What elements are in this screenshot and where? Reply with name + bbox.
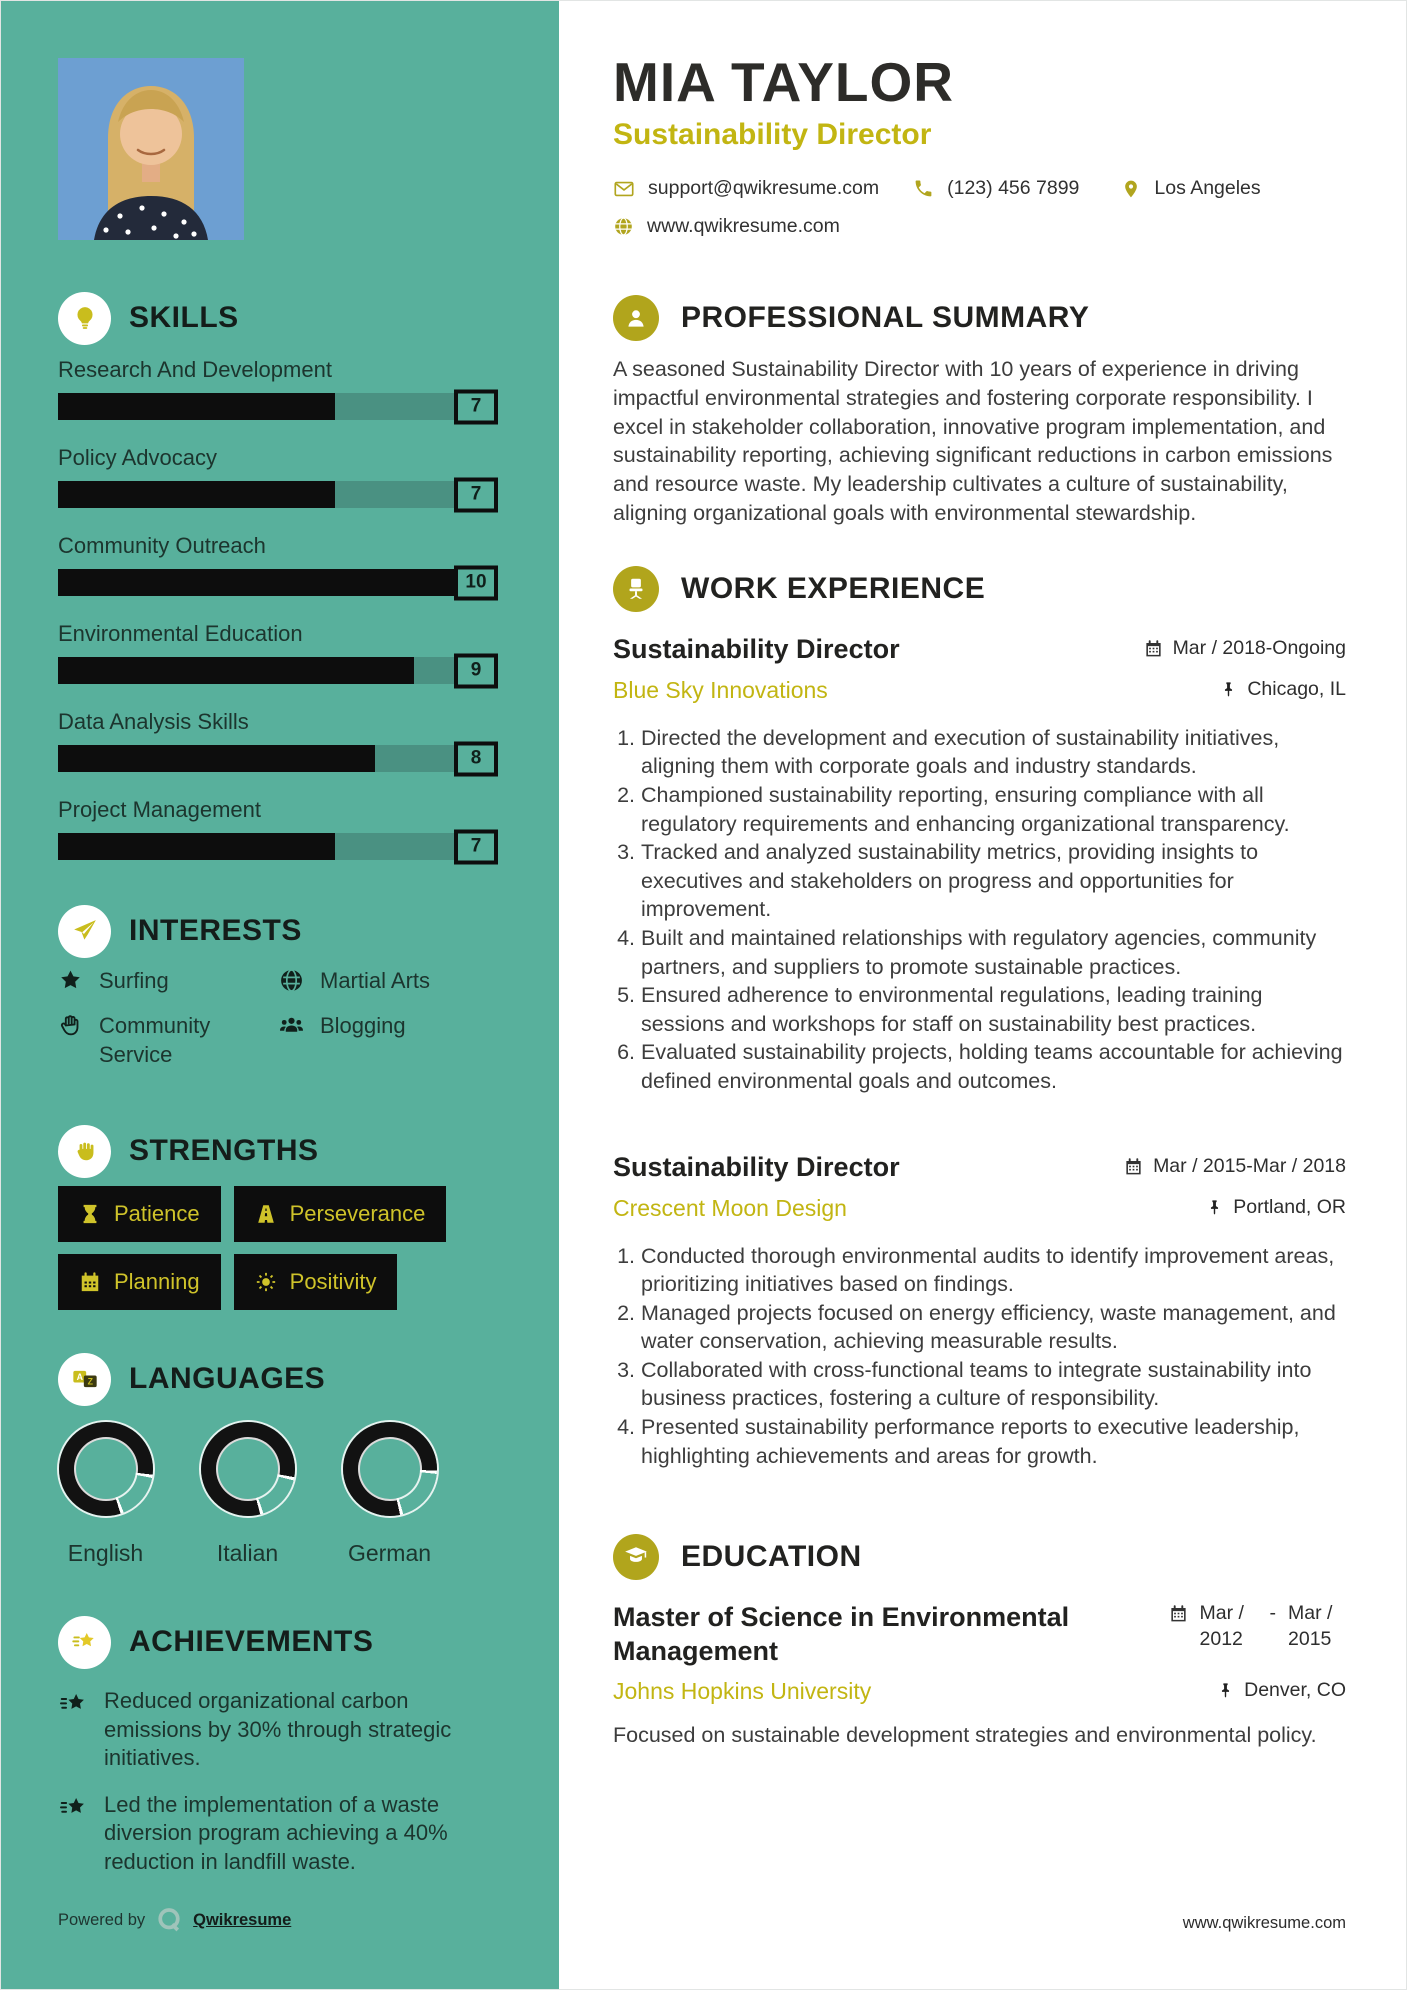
globe-icon bbox=[279, 968, 304, 995]
skill-row bbox=[58, 357, 502, 420]
candidate-title: Sustainability Director bbox=[613, 118, 932, 151]
svg-text:Z: Z bbox=[87, 1376, 93, 1387]
job-dates-text: Mar / 2018-Ongoing bbox=[1172, 636, 1346, 659]
language-label: English bbox=[67, 1540, 144, 1566]
degree-name: Master of Science in Environmental Management bbox=[613, 1602, 1070, 1667]
interest-item bbox=[279, 966, 501, 995]
achievement-text: Led the implementation of a waste diversion program achieving a 40% reduction in landfill waste. bbox=[104, 1791, 448, 1874]
person-icon bbox=[613, 295, 659, 341]
translate-icon bbox=[58, 1353, 111, 1406]
strength-badge bbox=[234, 1186, 447, 1242]
job-bullet-list bbox=[613, 1242, 1346, 1471]
shooting-star-icon bbox=[58, 1616, 111, 1669]
language-label: German bbox=[347, 1540, 432, 1566]
footer-website[interactable]: www.qwikresume.com bbox=[1182, 1914, 1346, 1932]
calendar-icon bbox=[1144, 639, 1163, 658]
email-text: support@qwikresume.com bbox=[648, 177, 880, 199]
calendar-icon bbox=[1169, 1604, 1188, 1668]
pushpin-icon bbox=[1217, 1682, 1234, 1699]
contact-block bbox=[613, 177, 1346, 238]
shooting-star-icon bbox=[58, 1689, 88, 1773]
job-company: Crescent Moon Design bbox=[613, 1194, 847, 1221]
language-label: Italian bbox=[216, 1540, 279, 1566]
calendar-icon bbox=[1124, 1157, 1143, 1176]
job-bullet: 4. Built and maintained relationships with regulatory agencies, community partners, and suppliers to promote sustainable practices. bbox=[641, 924, 1346, 981]
hand-icon bbox=[58, 1013, 83, 1069]
strength-label: Patience bbox=[114, 1201, 200, 1226]
experience-section bbox=[613, 566, 1346, 1470]
skill-row bbox=[58, 445, 502, 508]
calendar-icon bbox=[79, 1271, 101, 1293]
interests-section bbox=[58, 904, 502, 1069]
job-dates bbox=[1144, 637, 1346, 660]
education-location bbox=[1217, 1679, 1346, 1702]
svg-text:A: A bbox=[76, 1371, 83, 1382]
school-name: Johns Hopkins University bbox=[613, 1678, 872, 1705]
fist-icon bbox=[58, 1125, 111, 1178]
strength-badge bbox=[234, 1254, 398, 1310]
language-donut bbox=[201, 1422, 295, 1516]
summary-text: A seasoned Sustainability Director with 10 years of experience in driving impactful environmental strategies and fostering corporate responsibility. I excel in stakeholder collaboration, innovative program implementation, and sustainability reporting, achieving significant reductions in carbon emissions and resource waste. My leadership cultivates a culture of sustainability, aligning organizational goals with environmental stewardship. bbox=[613, 357, 1333, 525]
skill-level-badge: 7 bbox=[454, 477, 498, 512]
job-location-text: Portland, OR bbox=[1233, 1195, 1346, 1218]
qwikresume-link[interactable]: Qwikresume bbox=[193, 1910, 292, 1929]
language-item bbox=[58, 1422, 153, 1567]
strengths-section bbox=[58, 1124, 502, 1310]
strength-label: Positivity bbox=[289, 1269, 377, 1294]
powered-by-label: Powered by bbox=[58, 1910, 146, 1929]
strengths-title: STRENGTHS bbox=[129, 1134, 319, 1167]
education-section bbox=[613, 1534, 1346, 1750]
achievement-item bbox=[58, 1791, 502, 1877]
education-title: EDUCATION bbox=[681, 1540, 862, 1574]
skill-row bbox=[58, 709, 502, 772]
skill-row bbox=[58, 797, 502, 860]
phone-icon bbox=[913, 178, 934, 199]
skill-level-badge: 8 bbox=[454, 741, 498, 776]
education-date-separator: - bbox=[1269, 1602, 1276, 1625]
education-date-start: Mar / 2012 bbox=[1199, 1602, 1244, 1651]
job-entry bbox=[613, 1152, 1346, 1471]
job-bullet: 1. Directed the development and execution of sustainability initiatives, aligning them with corporate goals and industry standards. bbox=[641, 724, 1346, 781]
languages-section bbox=[58, 1352, 502, 1567]
skills-section bbox=[58, 291, 502, 860]
skill-bar bbox=[58, 657, 482, 684]
job-company: Blue Sky Innovations bbox=[613, 676, 828, 703]
education-date-end: Mar / 2015 bbox=[1288, 1602, 1333, 1651]
shooting-star-icon bbox=[58, 1793, 88, 1877]
map-pin-icon bbox=[1121, 179, 1141, 199]
skill-row bbox=[58, 621, 502, 684]
education-location-text: Denver, CO bbox=[1244, 1679, 1346, 1702]
job-bullet-list bbox=[613, 724, 1346, 1096]
language-item bbox=[342, 1422, 437, 1567]
interest-item bbox=[58, 1011, 279, 1069]
job-bullet: 3. Tracked and analyzed sustainability metrics, providing insights to executives and stakeholders on progress and opportunities for improvement. bbox=[641, 838, 1346, 924]
job-bullet: 2. Championed sustainability reporting, ensuring compliance with all regulatory requirements and enhancing organizational transparency. bbox=[641, 781, 1346, 838]
summary-title: PROFESSIONAL SUMMARY bbox=[681, 301, 1090, 334]
language-item bbox=[200, 1422, 295, 1567]
main-content bbox=[559, 1, 1407, 1990]
website-text: www.qwikresume.com bbox=[647, 215, 840, 237]
interest-item bbox=[279, 1011, 501, 1069]
powered-by-footer bbox=[58, 1905, 291, 1935]
job-location-text: Chicago, IL bbox=[1247, 677, 1346, 700]
interest-item bbox=[58, 966, 279, 995]
road-icon bbox=[255, 1203, 277, 1225]
sidebar bbox=[1, 1, 559, 1990]
contact-location bbox=[1121, 177, 1260, 200]
profile-photo-illustration bbox=[58, 58, 244, 240]
hourglass-icon bbox=[79, 1203, 101, 1225]
skill-name: Policy Advocacy bbox=[58, 445, 217, 470]
skill-bar bbox=[58, 745, 482, 772]
phone-text: (123) 456 7899 bbox=[947, 177, 1080, 199]
job-location bbox=[1220, 678, 1346, 701]
job-bullet: 4. Presented sustainability performance reports to executive leadership, highlighting achievements and areas for growth. bbox=[641, 1413, 1346, 1470]
skill-name: Research And Development bbox=[58, 357, 332, 382]
profile-photo bbox=[58, 58, 244, 240]
contact-phone bbox=[913, 177, 1079, 200]
envelope-icon bbox=[613, 178, 635, 200]
job-dates bbox=[1124, 1155, 1346, 1178]
skills-title: SKILLS bbox=[129, 301, 239, 334]
skill-level-badge: 7 bbox=[454, 389, 498, 424]
pushpin-icon bbox=[1206, 1199, 1223, 1216]
skill-name: Data Analysis Skills bbox=[58, 709, 249, 734]
job-role: Sustainability Director bbox=[613, 633, 900, 664]
skill-bar bbox=[58, 393, 482, 420]
skill-level-badge: 10 bbox=[454, 565, 498, 600]
language-donut bbox=[59, 1422, 153, 1516]
experience-title: WORK EXPERIENCE bbox=[681, 571, 986, 605]
users-icon bbox=[279, 1013, 304, 1069]
skill-bar bbox=[58, 569, 487, 596]
interest-label: Blogging bbox=[320, 1013, 406, 1038]
interest-label: Surfing bbox=[99, 968, 169, 993]
sun-icon bbox=[255, 1271, 277, 1293]
job-location bbox=[1206, 1196, 1346, 1219]
education-dates bbox=[1169, 1600, 1347, 1668]
interest-label: Community Service bbox=[99, 1013, 211, 1067]
globe-web-icon bbox=[613, 216, 634, 237]
language-donut bbox=[343, 1422, 437, 1516]
skill-row bbox=[58, 533, 502, 596]
skill-name: Project Management bbox=[58, 797, 261, 822]
achievement-item bbox=[58, 1687, 502, 1773]
qwikresume-logo-icon bbox=[154, 1905, 184, 1935]
graduate-icon bbox=[613, 1534, 659, 1580]
summary-section bbox=[613, 295, 1346, 528]
skill-level-badge: 7 bbox=[454, 829, 498, 864]
job-bullet: 6. Evaluated sustainability projects, holding teams accountable for achieving defined environmental goals and outcomes. bbox=[641, 1038, 1346, 1095]
skill-level-badge: 9 bbox=[454, 653, 498, 688]
candidate-name: MIA TAYLOR bbox=[613, 51, 955, 113]
skill-name: Community Outreach bbox=[58, 533, 266, 558]
lightbulb-icon bbox=[58, 292, 111, 345]
paper-plane-icon bbox=[58, 905, 111, 958]
strength-label: Perseverance bbox=[289, 1201, 426, 1226]
office-chair-icon bbox=[613, 566, 659, 612]
strength-badge bbox=[58, 1186, 221, 1242]
strength-label: Planning bbox=[114, 1269, 200, 1294]
achievements-title: ACHIEVEMENTS bbox=[129, 1625, 374, 1658]
job-bullet: 3. Collaborated with cross-functional teams to integrate sustainability into business practices, fostering a culture of responsibility. bbox=[641, 1356, 1346, 1413]
skill-name: Environmental Education bbox=[58, 621, 303, 646]
interest-label: Martial Arts bbox=[320, 968, 431, 993]
location-text: Los Angeles bbox=[1154, 177, 1261, 199]
strength-badge bbox=[58, 1254, 221, 1310]
job-entry bbox=[613, 634, 1346, 1096]
job-bullet: 2. Managed projects focused on energy efficiency, waste management, and water conservation, achieving measurable results. bbox=[641, 1299, 1346, 1356]
skill-bar bbox=[58, 481, 482, 508]
achievement-text: Reduced organizational carbon emissions by 30% through strategic initiatives. bbox=[104, 1688, 452, 1770]
job-role: Sustainability Director bbox=[613, 1151, 900, 1182]
contact-email[interactable] bbox=[613, 177, 879, 200]
pushpin-icon bbox=[1220, 681, 1237, 698]
star-icon bbox=[58, 968, 83, 995]
job-dates-text: Mar / 2015-Mar / 2018 bbox=[1153, 1154, 1346, 1177]
skill-bar bbox=[58, 833, 482, 860]
education-description: Focused on sustainable development strategies and environmental policy. bbox=[613, 1723, 1317, 1748]
job-bullet: 1. Conducted thorough environmental audits to identify improvement areas, prioritizing initiatives based on findings. bbox=[641, 1242, 1346, 1299]
achievements-section bbox=[58, 1615, 502, 1876]
contact-website[interactable] bbox=[613, 215, 840, 238]
job-bullet: 5. Ensured adherence to environmental regulations, leading training sessions and workshops for staff on sustainability best practices. bbox=[641, 981, 1346, 1038]
interests-title: INTERESTS bbox=[129, 914, 302, 947]
languages-title: LANGUAGES bbox=[129, 1362, 326, 1395]
